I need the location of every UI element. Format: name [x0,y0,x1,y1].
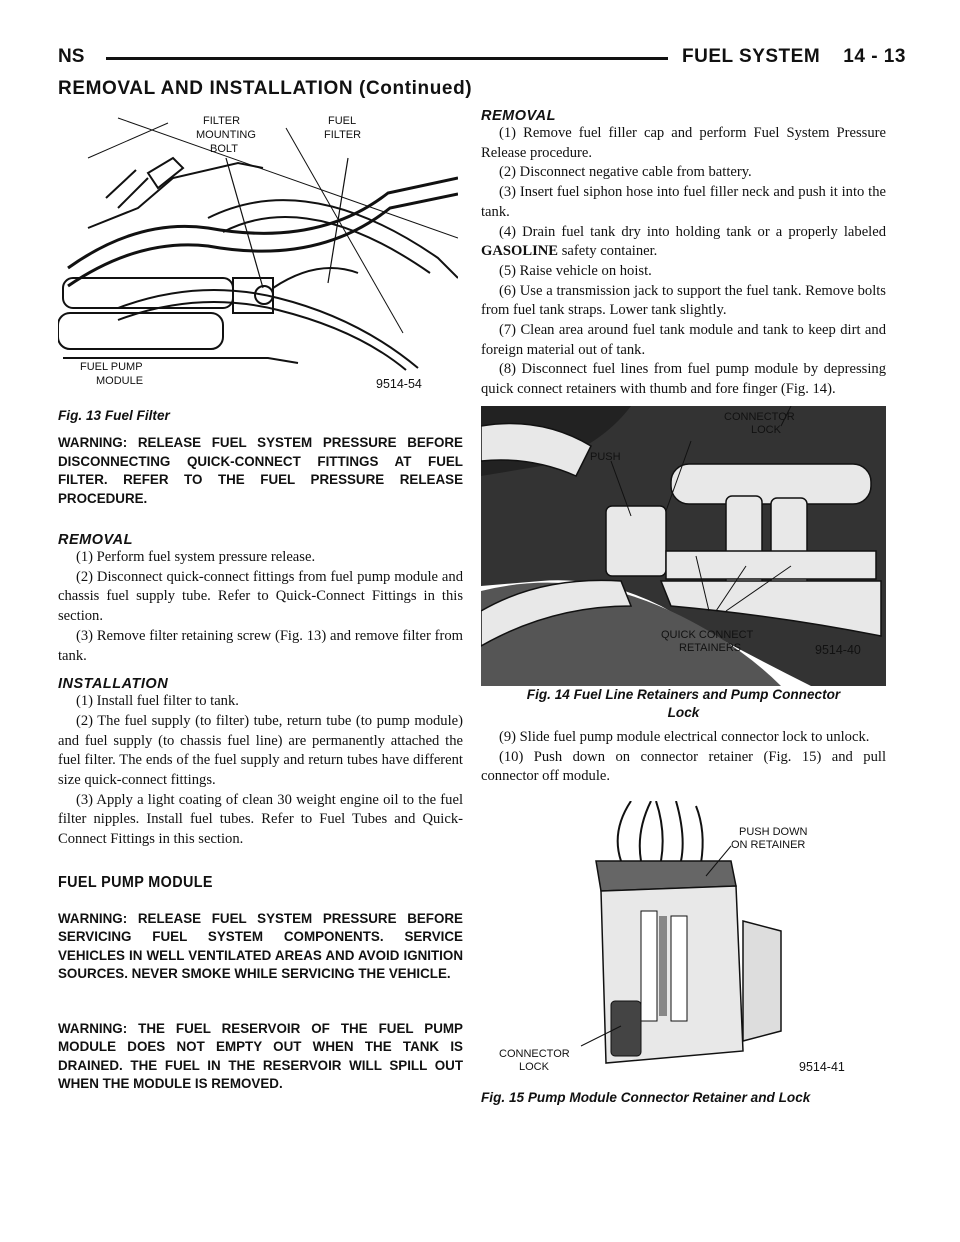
left-removal-heading: REMOVAL [58,532,133,548]
label-quick-connect-2: RETAINERS [679,641,742,654]
fuel-filter-illustration [58,108,458,410]
label-filter-mounting-bolt-3: BOLT [210,143,238,155]
header-rule [106,57,668,60]
warning-reservoir: WARNING: THE FUEL RESERVOIR OF THE FUEL PUMP MODULE DOES NOT EMPTY OUT WHEN THE TANK IS DRAINED. THE FUEL IN THE RESERVOIR WILL SPILL OUT WHEN THE MODULE IS REMOVED. [58,1020,463,1092]
left-removal-step-2: (2) Disconnect quick-connect fittings from fuel pump module and chassis fuel supply tube. Refer to Quick-Connect Fittings in this section. [58,568,463,625]
label-push-down-1: PUSH DOWN [739,825,808,838]
header-left: NS [58,46,85,67]
installation-step-1: (1) Install fuel filter to tank. [76,693,239,710]
label-filter-mounting-bolt-2: MOUNTING [196,129,256,141]
right-step-1: (1) Remove fuel filler cap and perform Fuel System Pressure Release procedure. [481,125,886,161]
installation-step-2: (2) The fuel supply (to filter) tube, return tube (to pump module) and fuel supply (to chassis fuel line) are permanently attached the fuel filter. The ends of the fuel supply and return tubes have different size quick-connect fittings. [58,712,463,789]
right-step-2: (2) Disconnect negative cable from battery. [499,164,752,181]
step-4-text-a: (4) Drain fuel tank dry into holding tank or a properly labeled [499,223,886,240]
right-step-4 [481,223,886,262]
label-fuel-pump-module-1: FUEL PUMP [80,361,143,373]
figure-13-number: 9514-54 [376,377,422,391]
right-removal-heading: REMOVAL [481,108,556,124]
label-push-down-2: ON RETAINER [731,838,806,851]
figure-14-caption-line-1: Fig. 14 Fuel Line Retainers and Pump Connector [526,686,841,702]
left-removal-step-3: (3) Remove filter retaining screw (Fig. 13) and remove filter from tank. [58,627,463,664]
left-column [58,108,463,1094]
right-step-10: (10) Push down on connector retainer (Fig. 15) and pull connector off module. [481,748,886,785]
right-step-6: (6) Use a transmission jack to support the fuel tank. Remove bolts from fuel tank straps. Lower tank slightly. [481,282,886,319]
section-title: REMOVAL AND INSTALLATION (Continued) [58,78,473,99]
figure-14-caption [481,686,886,722]
label-push: PUSH [590,450,621,463]
figure-15-caption: Fig. 15 Pump Module Connector Retainer and Lock [481,1089,811,1105]
label-f15-connector-lock-1: CONNECTOR [499,1047,570,1060]
figure-14-number: 9514-40 [815,642,861,657]
figure-15 [481,801,886,1107]
right-step-5: (5) Raise vehicle on hoist. [499,262,652,279]
figure-13 [58,108,463,425]
right-column [481,108,886,1107]
figure-14 [481,406,886,722]
figure-15-number: 9514-41 [799,1059,845,1074]
figure-14-caption-line-2: Lock [667,704,700,720]
label-connector-lock-1: CONNECTOR [724,410,795,423]
left-removal-step-1: (1) Perform fuel system pressure release. [76,549,316,565]
step-4-text-b: safety container. [561,243,658,260]
right-step-9: (9) Slide fuel pump module electrical connector lock to unlock. [499,728,870,745]
connector-retainer-illustration [481,801,886,1091]
fuel-pump-module-heading: FUEL PUMP MODULE [58,873,213,891]
figure-13-caption: Fig. 13 Fuel Filter [58,408,170,423]
warning-filter-pressure: WARNING: RELEASE FUEL SYSTEM PRESSURE BEFORE DISCONNECTING QUICK-CONNECT FITTINGS AT FUEL FILTER. REFER TO THE FUEL PRESSURE RELEASE PROCEDURE. [58,435,463,506]
label-fuel-filter-2: FILTER [324,129,362,141]
label-fuel-pump-module-2: MODULE [96,375,144,387]
label-connector-lock-2: LOCK [751,423,781,436]
header-right: FUEL SYSTEM 14 - 13 [682,46,906,67]
label-filter-mounting-bolt-1: FILTER [203,115,241,127]
label-quick-connect-1: QUICK CONNECT [661,628,754,641]
installation-step-3: (3) Apply a light coating of clean 30 weight engine oil to the fuel filter nipples. Install fuel tubes. Refer to Fuel Tubes and Quick-Connect Fittings in this section. [58,791,463,848]
fuel-line-retainers-illustration [481,406,886,696]
installation-heading: INSTALLATION [58,676,169,693]
right-step-8: (8) Disconnect fuel lines from fuel pump module by depressing quick connect retainers with thumb and fore finger (Fig. 14). [481,361,886,398]
warning-servicing: WARNING: RELEASE FUEL SYSTEM PRESSURE BEFORE SERVICING FUEL SYSTEM COMPONENTS. SERVICE VEHICLES IN WELL VENTILATED AREAS AND AVOID IGNITION SOURCES. NEVER SMOKE WHILE SERVICING THE VEHICLE. [58,910,463,982]
right-step-7: (7) Clean area around fuel tank module and tank to keep dirt and foreign material out of tank. [481,322,886,358]
right-step-3: (3) Insert fuel siphon hose into fuel filler neck and push it into the tank. [481,184,886,220]
label-f15-connector-lock-2: LOCK [519,1060,549,1073]
label-fuel-filter-1: FUEL [328,115,357,127]
step-4-gasoline: GASOLINE [481,243,559,260]
